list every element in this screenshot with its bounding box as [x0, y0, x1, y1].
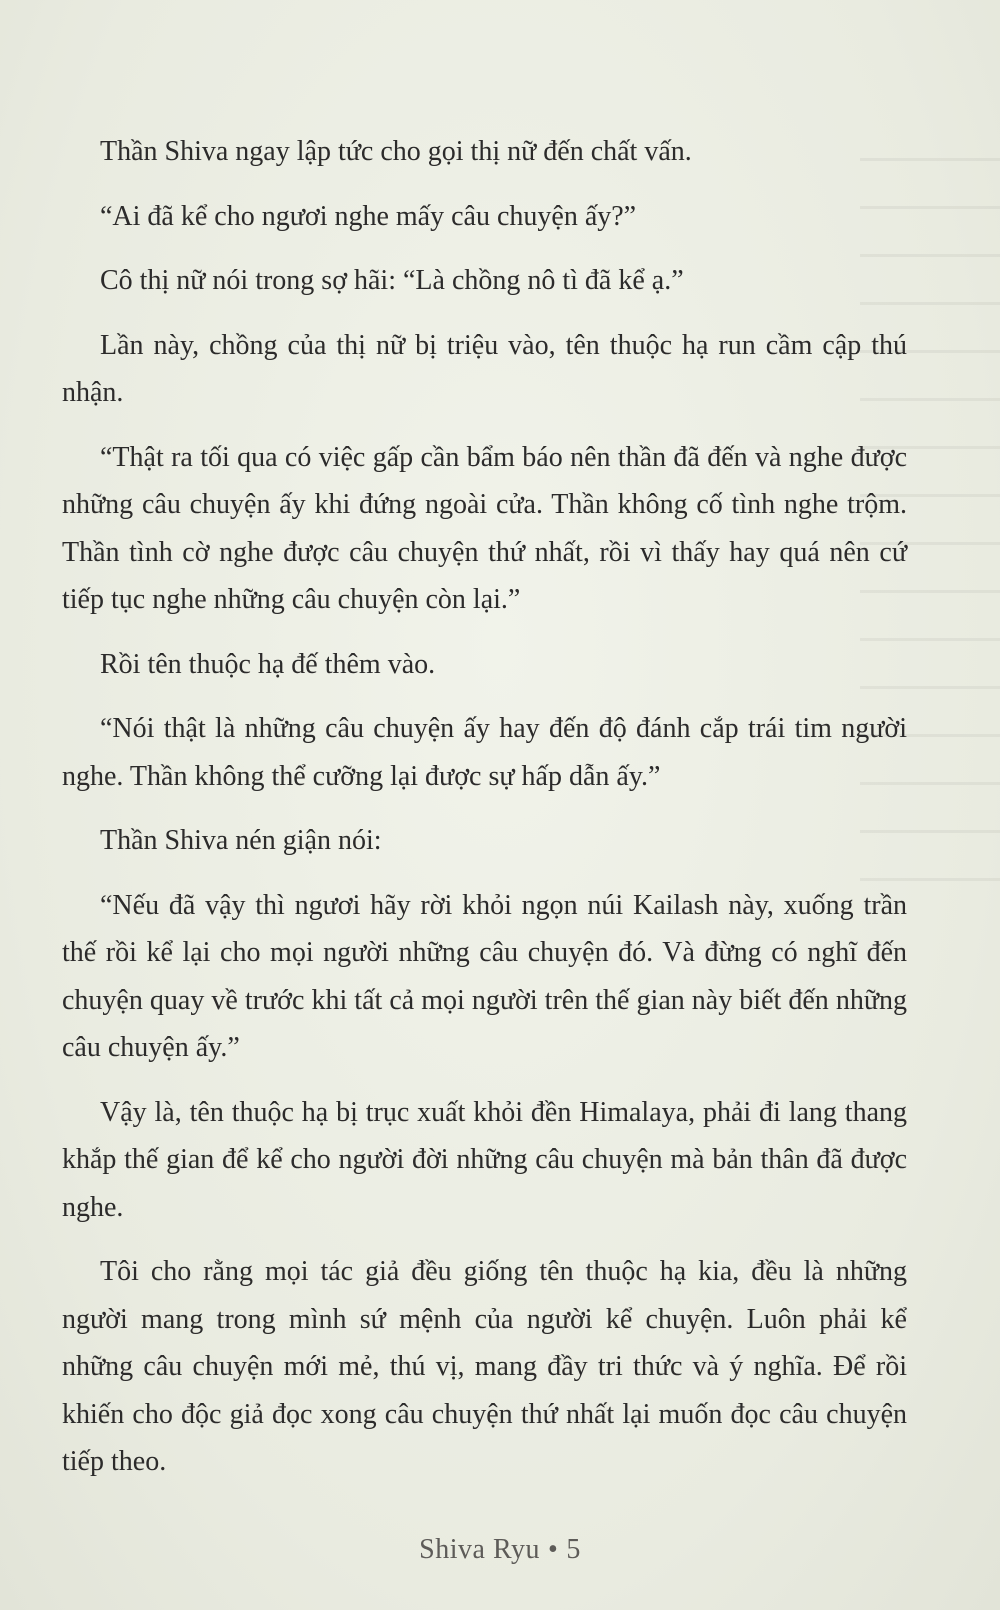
paragraph: Lần này, chồng của thị nữ bị triệu vào, tên thuộc hạ run cầm cập thú nhận.: [62, 329, 907, 408]
footer-author: Shiva Ryu: [419, 1534, 541, 1565]
paragraph: “Ai đã kể cho ngươi nghe mấy câu chuyện ấy?”: [100, 200, 637, 232]
paragraph: Thần Shiva ngay lập tức cho gọi thị nữ đến chất vấn.: [100, 136, 692, 167]
body-text: [62, 128, 907, 1503]
paragraph: “Nói thật là những câu chuyện ấy hay đến độ đánh cắp trái tim người nghe. Thần không thể cưỡng lại được sự hấp dẫn ấy.”: [62, 713, 907, 792]
paragraph: Rồi tên thuộc hạ đế thêm vào.: [100, 648, 436, 680]
paragraph: “Nếu đã vậy thì ngươi hãy rời khỏi ngọn núi Kailash này, xuống trần thế rồi kể lại cho mọi người những câu chuyện đó. Và đừng có nghĩ đến chuyện quay về trước khi tất cả mọi người trên thế gian này biết đến những câu chuyện ấy.”: [62, 889, 907, 1063]
paragraph: Tôi cho rằng mọi tác giả đều giống tên thuộc hạ kia, đều là những người mang trong mình sứ mệnh của người kể chuyện. Luôn phải kể những câu chuyện mới mẻ, thú vị, mang đầy tri thức và ý nghĩa. Để rồi khiến cho độc giả đọc xong câu chuyện thứ nhất lại muốn đọc câu chuyện tiếp theo.: [62, 1256, 907, 1477]
paragraph: Cô thị nữ nói trong sợ hãi: “Là chồng nô tì đã kể ạ.”: [100, 265, 684, 296]
paragraph: “Thật ra tối qua có việc gấp cần bẩm báo nên thần đã đến và nghe được những câu chuyện ấy khi đứng ngoài cửa. Thần không cố tình nghe trộm. Thần tình cờ nghe được câu chuyện thứ nhất, rồi vì thấy hay quá nên cứ tiếp tục nghe những câu chuyện còn lại.”: [62, 441, 907, 615]
footer-separator: •: [548, 1534, 559, 1565]
page-number: 5: [566, 1534, 581, 1565]
paragraph: Vậy là, tên thuộc hạ bị trục xuất khỏi đền Himalaya, phải đi lang thang khắp thế gian để kể cho người đời những câu chuyện mà bản thân đã được nghe.: [62, 1096, 907, 1223]
paragraph: Thần Shiva nén giận nói:: [100, 825, 382, 856]
page-footer: [0, 1534, 1000, 1566]
